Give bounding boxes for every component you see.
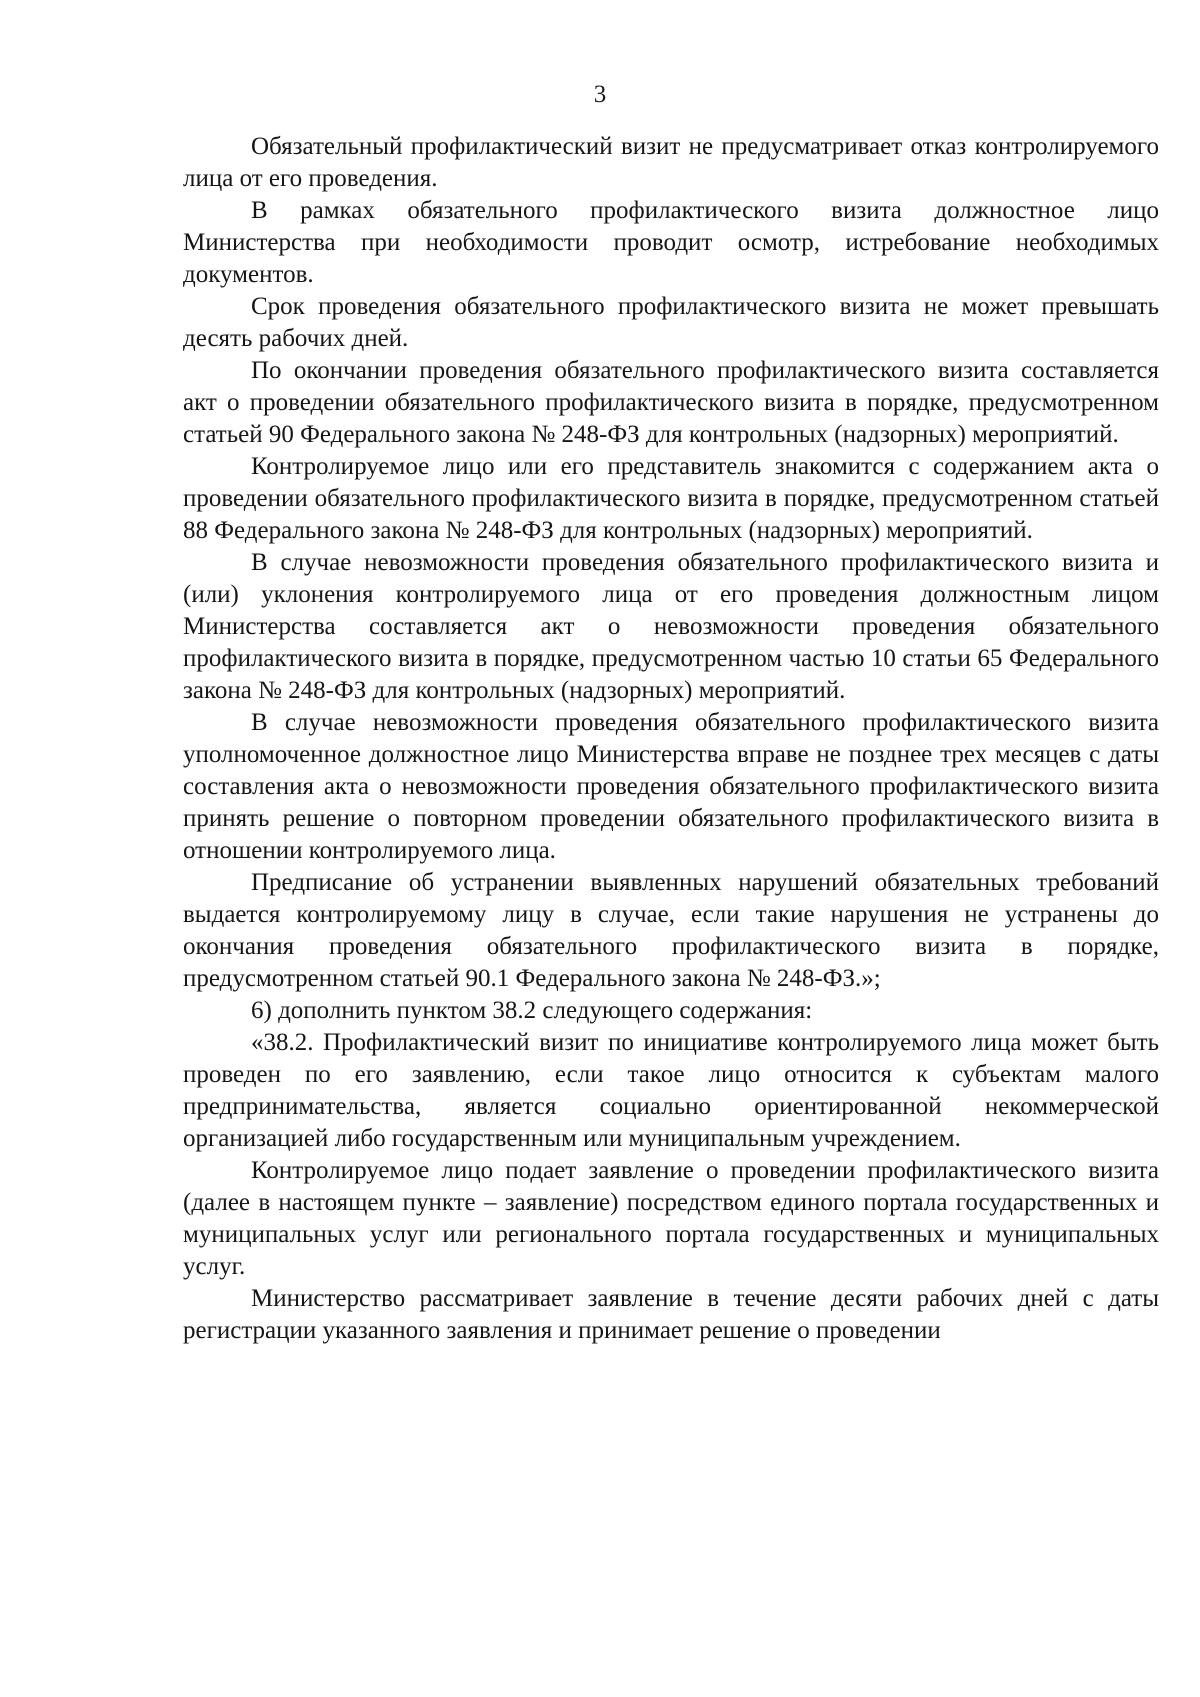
paragraph: 6) дополнить пунктом 38.2 следующего содержания: [251, 997, 813, 1024]
paragraph: Срок проведения обязательного профилактического визита не может превышать десять рабочих дней. [183, 293, 1159, 352]
paragraph: В случае невозможности проведения обязательного профилактического визита уполномоченное должностное лицо Министерства вправе не позднее трех месяцев с даты составления акта о невозможности проведения обязательного профилактического визита принять решение о повторном проведении обязательного профилактического визита в отношении контролируемого лица. [183, 709, 1159, 864]
paragraph: Министерство рассматривает заявление в течение десяти рабочих дней с даты регистрации указанного заявления и принимает решение о проведении [183, 1285, 1159, 1344]
paragraph: Предписание об устранении выявленных нарушений обязательных требований выдается контролируемому лицу в случае, если такие нарушения не устранены до окончания проведения обязательного профилактического визита в порядке, предусмотренном статьей 90.1 Федерального закона № 248-ФЗ.»; [183, 869, 1159, 992]
page-number: 3 [593, 81, 607, 108]
paragraph: По окончании проведения обязательного профилактического визита составляется акт о проведении обязательного профилактического визита в порядке, предусмотренном статьей 90 Федерального закона № 248-ФЗ для контрольных (надзорных) мероприятий. [183, 357, 1159, 448]
document-body [183, 131, 1159, 1347]
paragraph: В случае невозможности проведения обязательного профилактического визита и (или) уклонения контролируемого лица от его проведения должностным лицом Министерства составляется акт о невозможности проведения обязательного профилактического визита в порядке, предусмотренном частью 10 статьи 65 Федерального закона № 248-ФЗ для контрольных (надзорных) мероприятий. [183, 549, 1159, 704]
paragraph: Обязательный профилактический визит не предусматривает отказ контролируемого лица от его проведения. [183, 133, 1159, 192]
paragraph: Контролируемое лицо или его представитель знакомится с содержанием акта о проведении обязательного профилактического визита в порядке, предусмотренном статьей 88 Федерального закона № 248-ФЗ для контрольных (надзорных) мероприятий. [183, 453, 1159, 544]
paragraph: Контролируемое лицо подает заявление о проведении профилактического визита (далее в настоящем пункте – заявление) посредством единого портала государственных и муниципальных услуг или регионального портала государственных и муниципальных услуг. [183, 1157, 1159, 1280]
paragraph: «38.2. Профилактический визит по инициативе контролируемого лица может быть проведен по его заявлению, если такое лицо относится к субъектам малого предпринимательства, является социально ориентированной некоммерческой организацией либо государственным или муниципальным учреждением. [183, 1029, 1159, 1152]
paragraph: В рамках обязательного профилактического визита должностное лицо Министерства при необходимости проводит осмотр, истребование необходимых документов. [183, 197, 1159, 288]
